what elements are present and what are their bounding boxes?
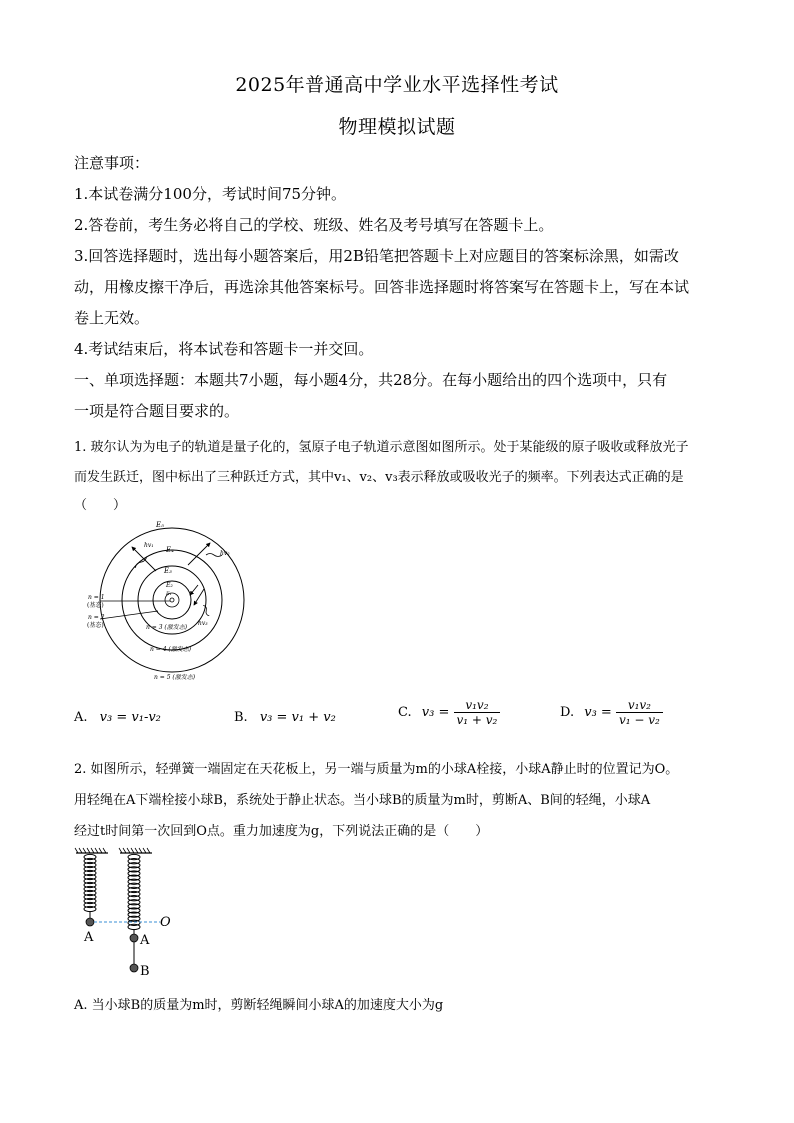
notes-item-4: 4.考试结束后，将本试卷和答题卡一并交回。	[74, 340, 374, 358]
option-d-lhs: v₃ =	[584, 705, 612, 720]
option-d-denominator: v₁ − v₂	[618, 713, 660, 727]
label-n1-note: (基态)	[87, 602, 104, 609]
label-n1: n = 1	[88, 594, 105, 601]
label-A-right: A	[140, 933, 150, 948]
label-E4: E₄	[166, 546, 174, 554]
option-c-numerator: v₁v₂	[454, 698, 501, 713]
spring-diagram	[70, 845, 190, 980]
section-heading-line-1: 一、单项选择题：本题共7小题，每小题4分，共28分。在每小题给出的四个选项中，只有	[74, 371, 668, 389]
label-E5: E₅	[156, 521, 164, 529]
exam-subtitle: 物理模拟试题	[338, 116, 456, 138]
notes-item-2: 2.答卷前，考生务必将自己的学校、班级、姓名及考号填写在答题卡上。	[74, 216, 554, 234]
question-2-line-1: 2. 如图所示，轻弹簧一端固定在天花板上，另一端与质量为m的小球A栓接，小球A静止时的位置记为O。	[74, 762, 679, 777]
notes-item-3-line-2: 动，用橡皮擦干净后，再选涂其他答案标号。回答非选择题时将答案写在答题卡上，写在本试	[74, 278, 690, 296]
question-1-line-3: （ ）	[74, 498, 127, 513]
option-a-label: A.	[74, 710, 88, 725]
label-n2: n = 2	[88, 614, 105, 621]
label-B: B	[140, 964, 150, 979]
exam-title: 2025年普通高中学业水平选择性考试	[235, 74, 559, 96]
option-c-fraction	[454, 698, 501, 727]
option-d-label: D.	[560, 705, 575, 720]
notes-item-3-line-3: 卷上无效。	[74, 309, 150, 327]
label-E2: E₂	[166, 582, 173, 589]
label-E3: E₃	[164, 567, 172, 575]
question-1-line-2: 而发生跃迁，图中标出了三种跃迁方式，其中v₁、v₂、v₃表示释放或吸收光子的频率。下列表达式正确的是	[74, 470, 684, 485]
label-n3: n = 3 (激发态)	[146, 624, 188, 631]
option-c-lhs: v₃ =	[421, 705, 450, 720]
label-hv2: hv₂	[220, 550, 230, 557]
question-1-option-b[interactable]	[234, 710, 336, 725]
option-b-label: B.	[234, 710, 248, 725]
label-E1: E₁	[166, 591, 172, 597]
question-1-line-1: 1. 玻尔认为为电子的轨道是量子化的，氢原子电子轨道示意图如图所示。处于某能级的原子吸收或释放光子	[74, 440, 689, 455]
option-a-expression: v₃ = v₁-v₂	[99, 710, 161, 725]
notes-heading: 注意事项：	[74, 154, 150, 172]
question-2-option-a[interactable]: A. 当小球B的质量为m时，剪断轻绳瞬间小球A的加速度大小为g	[74, 998, 444, 1013]
question-1-option-d[interactable]	[560, 698, 663, 727]
label-n2-note: (基态)	[87, 622, 104, 629]
question-2-line-2: 用轻绳在A下端栓接小球B，系统处于静止状态。当小球B的质量为m时，剪断A、B间的轻绳，小球A	[74, 793, 651, 808]
option-c-label: C.	[398, 705, 412, 720]
label-hv3: hv₃	[198, 620, 208, 627]
notes-item-1: 1.本试卷满分100分，考试时间75分钟。	[74, 185, 347, 203]
option-b-expression: v₃ = v₁ + v₂	[259, 710, 336, 725]
option-d-fraction	[616, 698, 663, 727]
label-hv1-left: hv₁	[144, 542, 154, 549]
notes-item-3-line-1: 3.回答选择题时，选出每小题答案后，用2B铅笔把答题卡上对应题目的答案标涂黑，如需改	[74, 247, 679, 265]
question-2-line-3: 经过t时间第一次回到O点。重力加速度为g，下列说法正确的是（ ）	[74, 824, 489, 839]
label-A-left: A	[84, 930, 94, 945]
option-d-numerator: v₁v₂	[616, 698, 663, 713]
bohr-orbit-diagram	[70, 515, 260, 690]
label-O: O	[160, 915, 171, 930]
label-n5: n = 5 (激发态)	[154, 674, 196, 681]
question-1-option-a[interactable]	[74, 710, 161, 725]
question-1-option-c[interactable]	[398, 698, 500, 727]
option-c-denominator: v₁ + v₂	[456, 713, 498, 727]
section-heading-line-2: 一项是符合题目要求的。	[74, 402, 240, 420]
label-n4: n = 4 (激发态)	[150, 646, 192, 653]
